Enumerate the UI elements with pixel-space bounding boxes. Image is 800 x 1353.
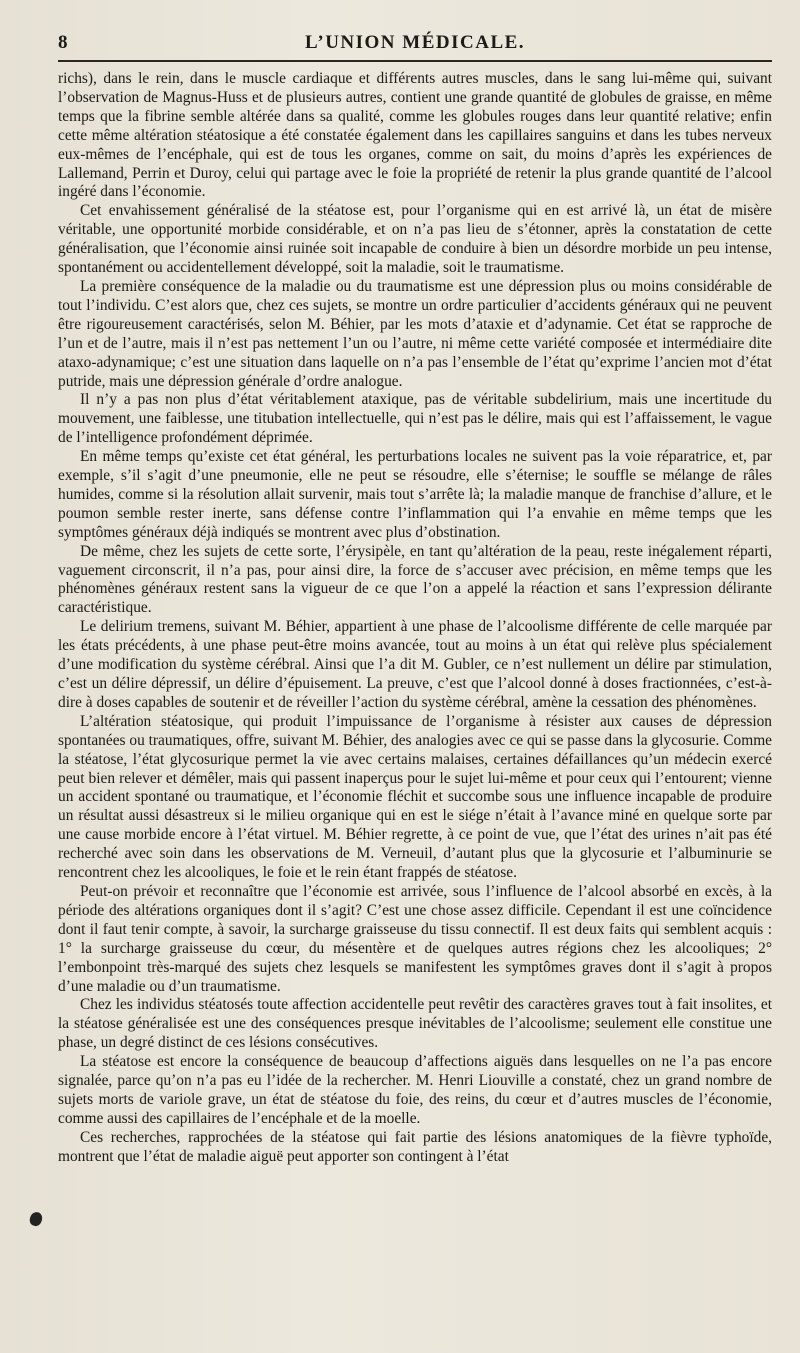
running-title: L’UNION MÉDICALE. [304, 32, 526, 53]
page-number: 8 [58, 32, 68, 53]
paragraph: Il n’y a pas non plus d’état véritablement ataxique, pas de véritable subdelirium, mais une incertitude du mouvement, une faiblesse, une titubation intellectuelle, qui n’est pas le délire, mais qui est l’affaissement, le vague de l’intelligence profondément déprimée. [58, 391, 772, 447]
paragraph: Peut-on prévoir et reconnaître que l’économie est arrivée, sous l’influence de l’alcool absorbé en excès, à la période des altérations organiques dont il s’agit? C’est une chose assez difficile. Cependant il est une coïncidence dont il faut tenir compte, à savoir, la surcharge graisseuse du tissu connectif. Il est deux faits qui semblent acquis : 1° la surcharge graisseuse du cœur, du mésentère et de quelques autres régions chez les alcooliques; 2° l’embonpoint très-marqué des sujets chez lesquels se manifestent les symptômes graves dont il s’agit à propos d’une maladie ou d’un traumatisme. [58, 882, 772, 995]
ink-blot-mark [28, 1210, 44, 1227]
paragraph: L’altération stéatosique, qui produit l’impuissance de l’organisme à résister aux causes de dépression spontanées ou traumatiques, offre, suivant M. Béhier, des analogies avec ce qui se passe dans la glycosurie. Comme la stéatose, l’état glycosurique permet la vie avec certains malaises, certaines défaillances qu’un médecin exercé peut bien relever et démêler, mais qui passent inaperçus pour le sujet lui-même et pour ceux qui l’entourent; vienne un accident spontané ou traumatique, et l’économie fléchit et succombe sous une influence incapable de produire un résultat aussi désastreux si le milieu organique qui en est le siége n’était à l’avance miné en quelque sorte par une cause morbide encore à l’état virtuel. M. Béhier regrette, à ce point de vue, que l’état des urines n’ait pas été recherché avec soin dans les observations de M. Verneuil, d’autant plus que la glycosurie et l’albuminurie se rencontrent chez les alcooliques, le foie et le rein étant frappés de stéatose. [58, 712, 772, 882]
paragraph: Chez les individus stéatosés toute affection accidentelle peut revêtir des caractères graves tout à fait insolites, et la stéatose généralisée est une des conséquences presque inévitables de l’alcoolisme; seulement elle constitue une phase, un degré distinct de ces lésions consécutives. [58, 996, 772, 1052]
paragraph: La première conséquence de la maladie ou du traumatisme est une dépression plus ou moins considérable de tout l’individu. C’est alors que, chez ces sujets, se montre un ordre particulier d’accidents généraux qui ne peuvent être rigoureusement caractérisés, selon M. Béhier, par les mots d’ataxie et d’adynamie. Cet état se rapproche de l’un et de l’autre, mais il n’est pas nettement l’un ou l’autre, ni même cette variété composée et intermédiaire dite ataxo-adynamique; c’est une situation dans laquelle on n’a pas l’ensemble de l’état qu’exprime l’ancien mot d’état putride, mais une dépression générale d’ordre analogue. [58, 277, 772, 390]
paragraph: Ces recherches, rapprochées de la stéatose qui fait partie des lésions anatomiques de la fièvre typhoïde, montrent que l’état de maladie aiguë peut apporter son contingent à l’état [58, 1128, 772, 1165]
paragraph: En même temps qu’existe cet état général, les perturbations locales ne suivent pas la voie réparatrice, et, par exemple, s’il s’agit d’une pneumonie, elle ne peut se résoudre, elle s’éternise; le souffle se mélange de râles humides, comme si la résolution allait survenir, mais tout s’arrête là; la maladie manque de franchise d’allure, et le poumon semble rester inerte, sans défense contre l’inflammation qui l’a envahie en même temps que les symptômes généraux déjà indiqués se montrent avec plus d’obstination. [58, 448, 772, 541]
paragraph: richs), dans le rein, dans le muscle cardiaque et différents autres muscles, dans le sang lui-même qui, suivant l’observation de Magnus-Huss et de plusieurs autres, contient une grande quantité de globules de graisse, en même temps que la fibrine semble altérée dans sa qualité, comme les globules rouges dans leur quantité relative; enfin cette même altération stéatosique a été constatée également dans les capillaires sanguins et dans les tubes nerveux eux-mêmes de l’encéphale, qui est de tous les organes, comme on sait, du moins d’après les expériences de Lallemand, Perrin et Duroy, celui qui partage avec le foie la propriété de retenir la plus grande quantité de l’alcool ingéré dans l’économie. [58, 70, 772, 201]
paragraph: La stéatose est encore la conséquence de beaucoup d’affections aiguës dans lesquelles on ne l’a pas encore signalée, parce qu’on n’a pas eu l’idée de la rechercher. M. Henri Liouville a constaté, chez un grand nombre de sujets morts de variole grave, un état de stéatose du foie, des reins, du cœur et d’autres muscles de l’économie, comme aussi des capillaires de l’encéphale et de la moelle. [58, 1053, 772, 1127]
paragraph: Le delirium tremens, suivant M. Béhier, appartient à une phase de l’alcoolisme différente de celle marquée par les états précédents, à une phase peut-être moins avancée, tout au moins à un état qui relève plus spécialement d’une modification du système cérébral. Ainsi que l’a dit M. Gubler, ce n’est nullement un délire par stimulation, c’est un délire dépressif, un délire d’épuisement. La preuve, c’est que l’alcool donné à doses fractionnées, c’est-à-dire à doses capables de soutenir et de réveiller l’action du système cérébral, amène la cessation des phénomènes. [58, 618, 772, 711]
article-body [58, 70, 772, 1167]
paragraph: De même, chez les sujets de cette sorte, l’érysipèle, en tant qu’altération de la peau, reste inégalement réparti, vaguement circonscrit, il n’a pas, pour ainsi dire, la force de s’accuser avec précision, en même temps que les phénomènes généraux restent sans la vigueur de ce que l’on a appelé la réaction et sans l’expression délirante caractéristique. [58, 542, 772, 617]
paragraph: Cet envahissement généralisé de la stéatose est, pour l’organisme qui en est arrivé là, un état de misère véritable, une opportunité morbide considérable, et on n’a pas lieu de s’étonner, après la constatation de cette généralisation, que l’économie ainsi ruinée soit incapable de conduire à bien un désordre morbide un peu intense, spontanément ou accidentellement développé, soit la maladie, soit le traumatisme. [58, 202, 772, 277]
page-header [58, 30, 772, 62]
